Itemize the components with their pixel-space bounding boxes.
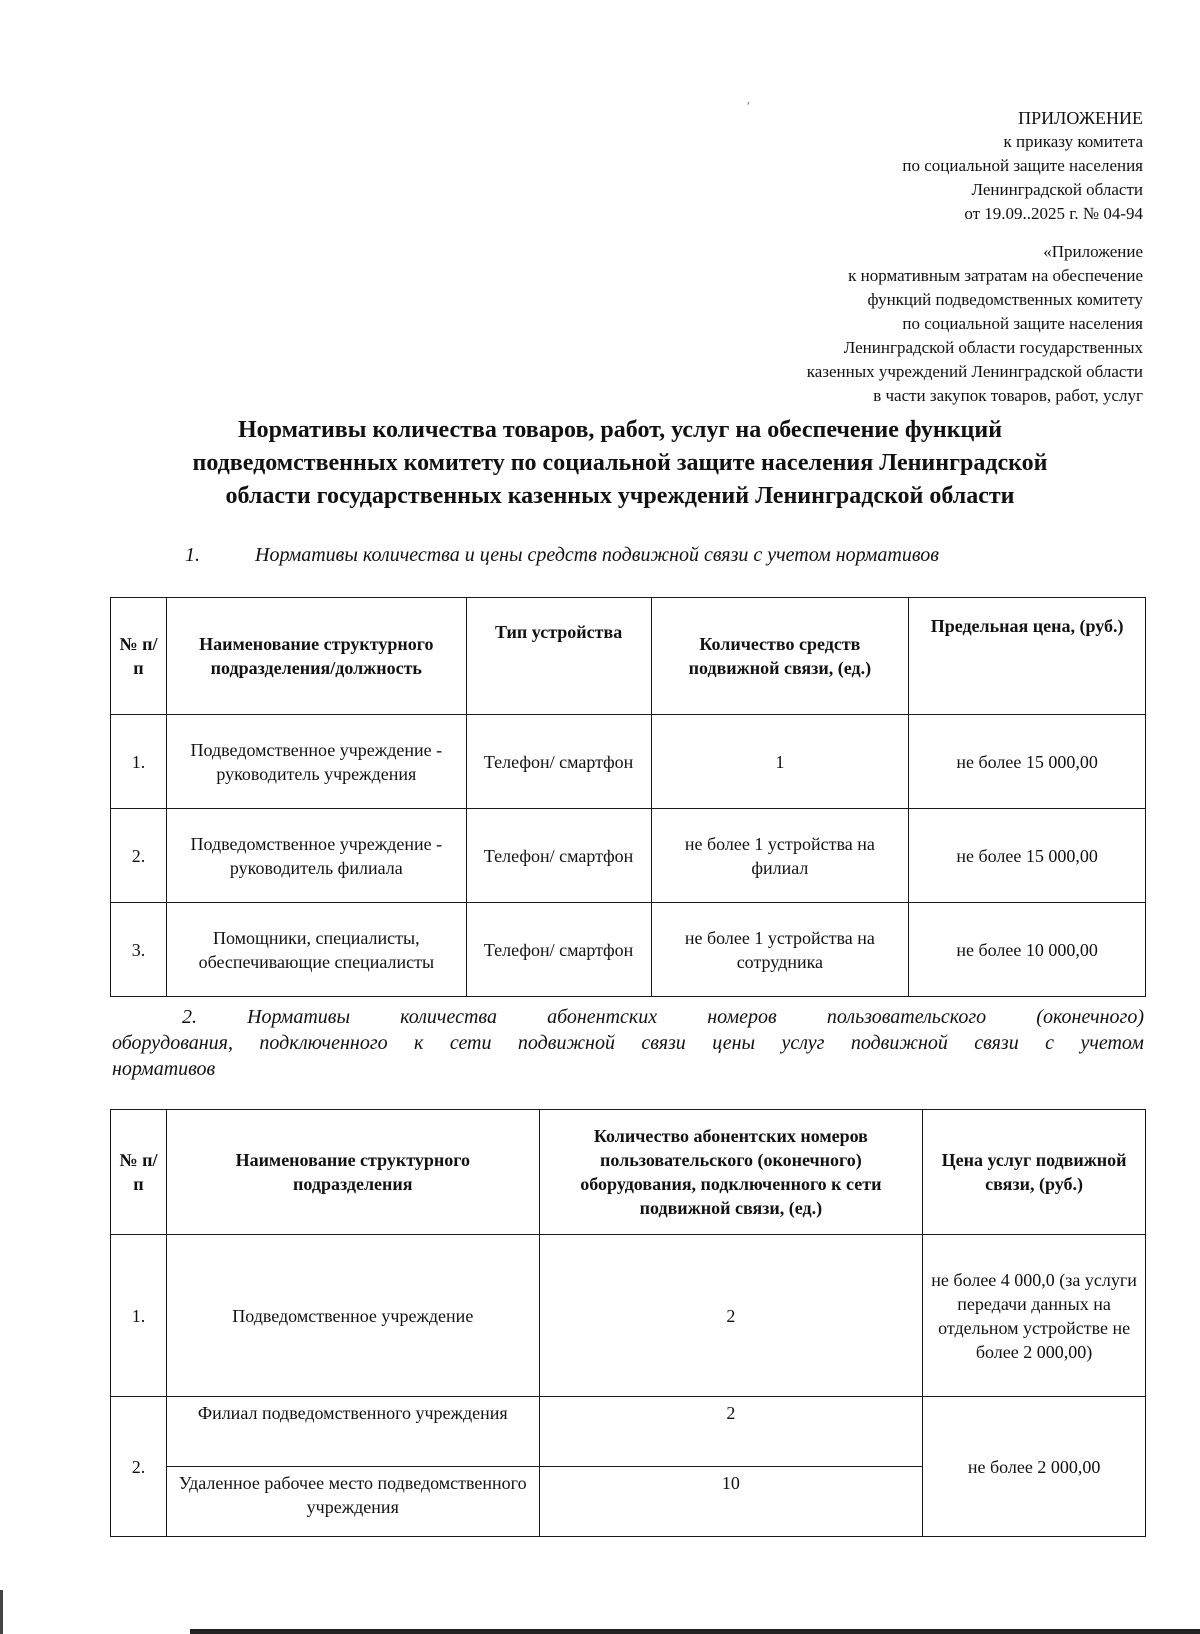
section-1-heading [185,544,939,567]
subheader-line: к нормативным затратам на обеспечение [848,266,1143,285]
section-2-word: номеров [707,1006,777,1028]
table-cell: Помощники, специалисты, обеспечивающие специалисты [166,903,466,997]
table-cell: 2. [111,809,167,903]
appendix-subheader [807,240,1143,408]
table-cell: не более 15 000,00 [909,809,1146,903]
header-cell: № п/п [111,598,167,715]
table-row [111,903,1146,997]
subheader-line: в части закупок товаров, работ, услуг [873,386,1143,405]
table-cell: Телефон/ смартфон [466,715,651,809]
section-1-text: Нормативы количества и цены средств подвижной связи с учетом нормативов [255,544,939,566]
section-2-heading [112,1004,1144,1082]
scan-edge [0,1590,3,1634]
table-cell: Телефон/ смартфон [466,903,651,997]
table-cell: не более 15 000,00 [909,715,1146,809]
table-cell: 2. [111,1397,167,1537]
section-2-word: пользовательского [826,1006,987,1028]
appendix-line: Ленинградской области [971,180,1143,199]
section-2-word: абонентских [547,1006,658,1028]
table-cell: 2 [539,1235,923,1397]
header-cell: Тип устройства [466,598,651,715]
subheader-line: по социальной защите населения [902,314,1143,333]
section-2-number: 2. [182,1006,197,1028]
table-row [111,809,1146,903]
title-line: области государственных казенных учреждений Ленинградской области [225,483,1015,509]
section-1-number: 1. [185,544,200,566]
section-2-line [112,1030,1144,1056]
table-cell: 3. [111,903,167,997]
section-2-line: нормативов [112,1058,216,1080]
table-cell: 1. [111,715,167,809]
table-cell: не более 10 000,00 [909,903,1146,997]
section-2-word: подвижной [850,1032,948,1054]
table-cell: Подведомственное учреждение - руководитель учреждения [166,715,466,809]
table-cell: Филиал подведомственного учреждения [166,1397,539,1467]
table-cell: Удаленное рабочее место подведомственного учреждения [166,1467,539,1537]
appendix-line: от 19.09..2025 г. № 04-94 [964,204,1143,223]
scan-edge [190,1629,1200,1634]
subheader-line: функций подведомственных комитету [867,290,1143,309]
section-2-word: подключенного [259,1032,388,1054]
section-2-word: учетом [1080,1032,1144,1054]
table-cell: Телефон/ смартфон [466,809,651,903]
subheader-line: Ленинградской области государственных [843,338,1143,357]
table-row [111,1235,1146,1397]
subscriber-numbers-table [110,1109,1146,1537]
table-cell: Подведомственное учреждение [166,1235,539,1397]
table-header-row [111,1110,1146,1235]
section-2-word: услуг [781,1032,825,1054]
section-2-word: связи [974,1032,1019,1054]
header-cell: Цена услуг подвижной связи, (руб.) [923,1110,1146,1235]
header-cell: Количество средств подвижной связи, (ед.) [651,598,909,715]
section-2-word: Нормативы [247,1006,350,1028]
section-2-word: с [1045,1032,1055,1054]
appendix-header [902,106,1143,226]
table-cell: Подведомственное учреждение - руководитель филиала [166,809,466,903]
appendix-line: по социальной защите населения [902,156,1143,175]
section-2-word: (оконечного) [1036,1006,1144,1028]
header-cell: № п/п [111,1110,167,1235]
table-cell: 1 [651,715,909,809]
section-2-word: цены [712,1032,756,1054]
table-cell: не более 4 000,0 (за услуги передачи данных на отдельном устройстве не более 2 000,00) [923,1235,1146,1397]
scan-mark: ′ [747,100,751,115]
appendix-title: ПРИЛОЖЕНИЕ [1018,108,1143,128]
section-2-word: оборудования, [112,1032,233,1054]
section-2-word: связи [641,1032,686,1054]
mobile-devices-table [110,597,1146,997]
table-row [111,1397,1146,1467]
table-cell: 1. [111,1235,167,1397]
table-cell: 2 [539,1397,923,1467]
section-2-line [112,1004,1144,1030]
table-header-row [111,598,1146,715]
subheader-line: «Приложение [1043,242,1143,261]
table-row [111,715,1146,809]
table-cell: не более 2 000,00 [923,1397,1146,1537]
section-2-word: подвижной [517,1032,615,1054]
header-cell: Предельная цена, (руб.) [909,598,1146,715]
document-title [90,414,1150,513]
title-line: Нормативы количества товаров, работ, услуг на обеспечение функций [237,417,1003,443]
section-2-word: сети [449,1032,492,1054]
table-cell: не более 1 устройства на сотрудника [651,903,909,997]
section-2-word: к [414,1032,424,1054]
table-cell: 10 [539,1467,923,1537]
section-2-word: количества [400,1006,497,1028]
table-cell: не более 1 устройства на филиал [651,809,909,903]
header-cell: Количество абонентских номеров пользовательского (оконечного) оборудования, подключенного к сети подвижной связи, (ед.) [539,1110,923,1235]
subheader-line: казенных учреждений Ленинградской области [806,362,1143,381]
header-cell: Наименование структурного подразделения/должность [166,598,466,715]
appendix-line: к приказу комитета [1003,132,1143,151]
header-cell: Наименование структурного подразделения [166,1110,539,1235]
title-line: подведомственных комитету по социальной защите населения Ленинградской [192,450,1048,476]
